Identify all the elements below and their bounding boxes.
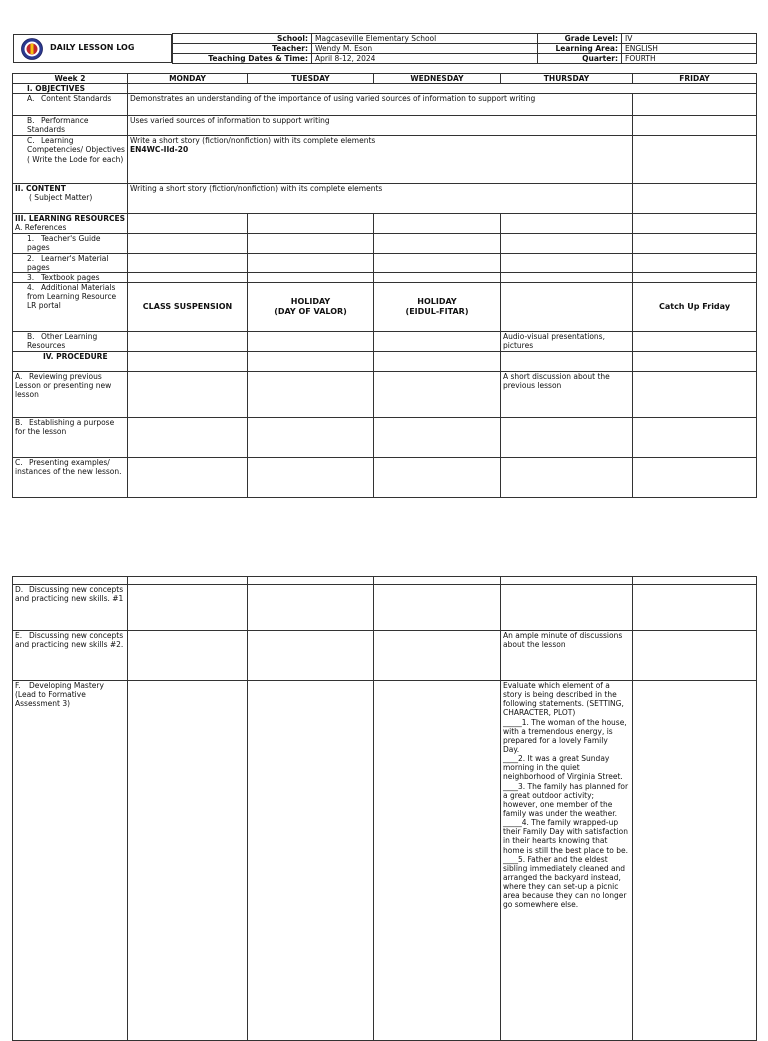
col-week: Week 2 [13, 74, 128, 84]
teacher-label: Teacher: [173, 44, 312, 54]
other-resources-label: B. Other Learning Resources [13, 331, 128, 351]
tuesday-notice: HOLIDAY (DAY OF VALOR) [248, 282, 374, 331]
dates-label: Teaching Dates & Time: [173, 54, 312, 64]
lm-pages-label: 2. Learner's Material pages [13, 253, 128, 272]
proc-a-thursday: A short discussion about the previous lesson [501, 371, 633, 417]
monday-notice: CLASS SUSPENSION [128, 282, 248, 331]
wednesday-notice: HOLIDAY (EIDUL-FITAR) [374, 282, 501, 331]
grade-value: IV [622, 34, 757, 44]
content-standards-label: A. Content Standards [13, 94, 128, 116]
performance-standards-text: Uses varied sources of information to support writing [128, 116, 633, 136]
other-resources-thursday: Audio-visual presentations, pictures [501, 331, 633, 351]
proc-b-label: B. Establishing a purpose for the lesson [13, 417, 128, 457]
additional-materials-label: 4. Additional Materials from Learning Resource LR portal [13, 282, 128, 331]
content-standards-text: Demonstrates an understanding of the importance of using varied sources of information to support writing [128, 94, 633, 116]
header-info-table [172, 33, 757, 64]
dates-value: April 8-12, 2024 [312, 54, 538, 64]
competency-code: EN4WC-IId-20 [130, 145, 189, 155]
proc-a-label: A. Reviewing previous Lesson or presenting new lesson [13, 371, 128, 417]
resources-heading: III. LEARNING RESOURCES A. References [13, 214, 128, 234]
performance-standards-label: B. Performance Standards [13, 116, 128, 136]
proc-d-label: D. Discussing new concepts and practicing new skills. #1 [13, 585, 128, 631]
deped-seal-icon [21, 38, 43, 60]
proc-e-label: E. Discussing new concepts and practicing new skills #2. [13, 631, 128, 681]
quarter-label: Quarter: [538, 54, 622, 64]
objectives-heading: I. OBJECTIVES [13, 84, 128, 94]
competencies-label: C. Learning Competencies/ Objectives ( Write the Lode for each) [13, 136, 128, 184]
col-wednesday: WEDNESDAY [374, 74, 501, 84]
area-value: ENGLISH [622, 44, 757, 54]
lesson-log-table-continued [12, 576, 757, 1041]
content-text: Writing a short story (fiction/nonfiction) with its complete elements [128, 184, 633, 214]
teacher-value: Wendy M. Eson [312, 44, 538, 54]
proc-f-thursday: Evaluate which element of a story is being described in the following statements. (SETTING, CHARACTER, PLOT) _____1. The woman of the house, with a tremendous energy, is prepared for a lovely Family Day. ____2. It was a great Sunday morning in the quiet neighborhood of Virginia Street. ____3. The family has planned for a great outdoor activity; however, one member of the family was under the weather. _____4. The family wrapped-up their Family Day with satisfaction in their hearts knowing that home is still the best place to be. ____5. Father and the eldest sibling immediately cleaned and arranged the backyard instead, where they can set-up a picnic area because they can no longer go somewhere else. [501, 681, 633, 1041]
school-label: School: [173, 34, 312, 44]
competencies-text: Write a short story (fiction/nonfiction) with its complete elements EN4WC-IId-20 [128, 136, 633, 184]
quarter-value: FOURTH [622, 54, 757, 64]
area-label: Learning Area: [538, 44, 622, 54]
tg-pages-label: 1. Teacher's Guide pages [13, 234, 128, 253]
content-label: II. CONTENT ( Subject Matter) [13, 184, 128, 214]
competencies-note: ( Write the Lode for each) [27, 154, 124, 164]
proc-e-thursday: An ample minute of discussions about the lesson [501, 631, 633, 681]
school-value: Magcaseville Elementary School [312, 34, 538, 44]
header-logo-box [13, 34, 172, 63]
col-friday: FRIDAY [633, 74, 757, 84]
grade-label: Grade Level: [538, 34, 622, 44]
friday-notice: Catch Up Friday [633, 282, 757, 331]
proc-f-label: F. Developing Mastery (Lead to Formative Assessment 3) [13, 681, 128, 1041]
lesson-log-table [12, 73, 757, 498]
textbook-pages-label: 3. Textbook pages [13, 272, 128, 282]
col-thursday: THURSDAY [501, 74, 633, 84]
col-tuesday: TUESDAY [248, 74, 374, 84]
document-title: DAILY LESSON LOG [50, 43, 135, 52]
proc-c-label: C. Presenting examples/ instances of the new lesson. [13, 457, 128, 497]
procedures-heading: IV. PROCEDURE [13, 351, 128, 371]
col-monday: MONDAY [128, 74, 248, 84]
